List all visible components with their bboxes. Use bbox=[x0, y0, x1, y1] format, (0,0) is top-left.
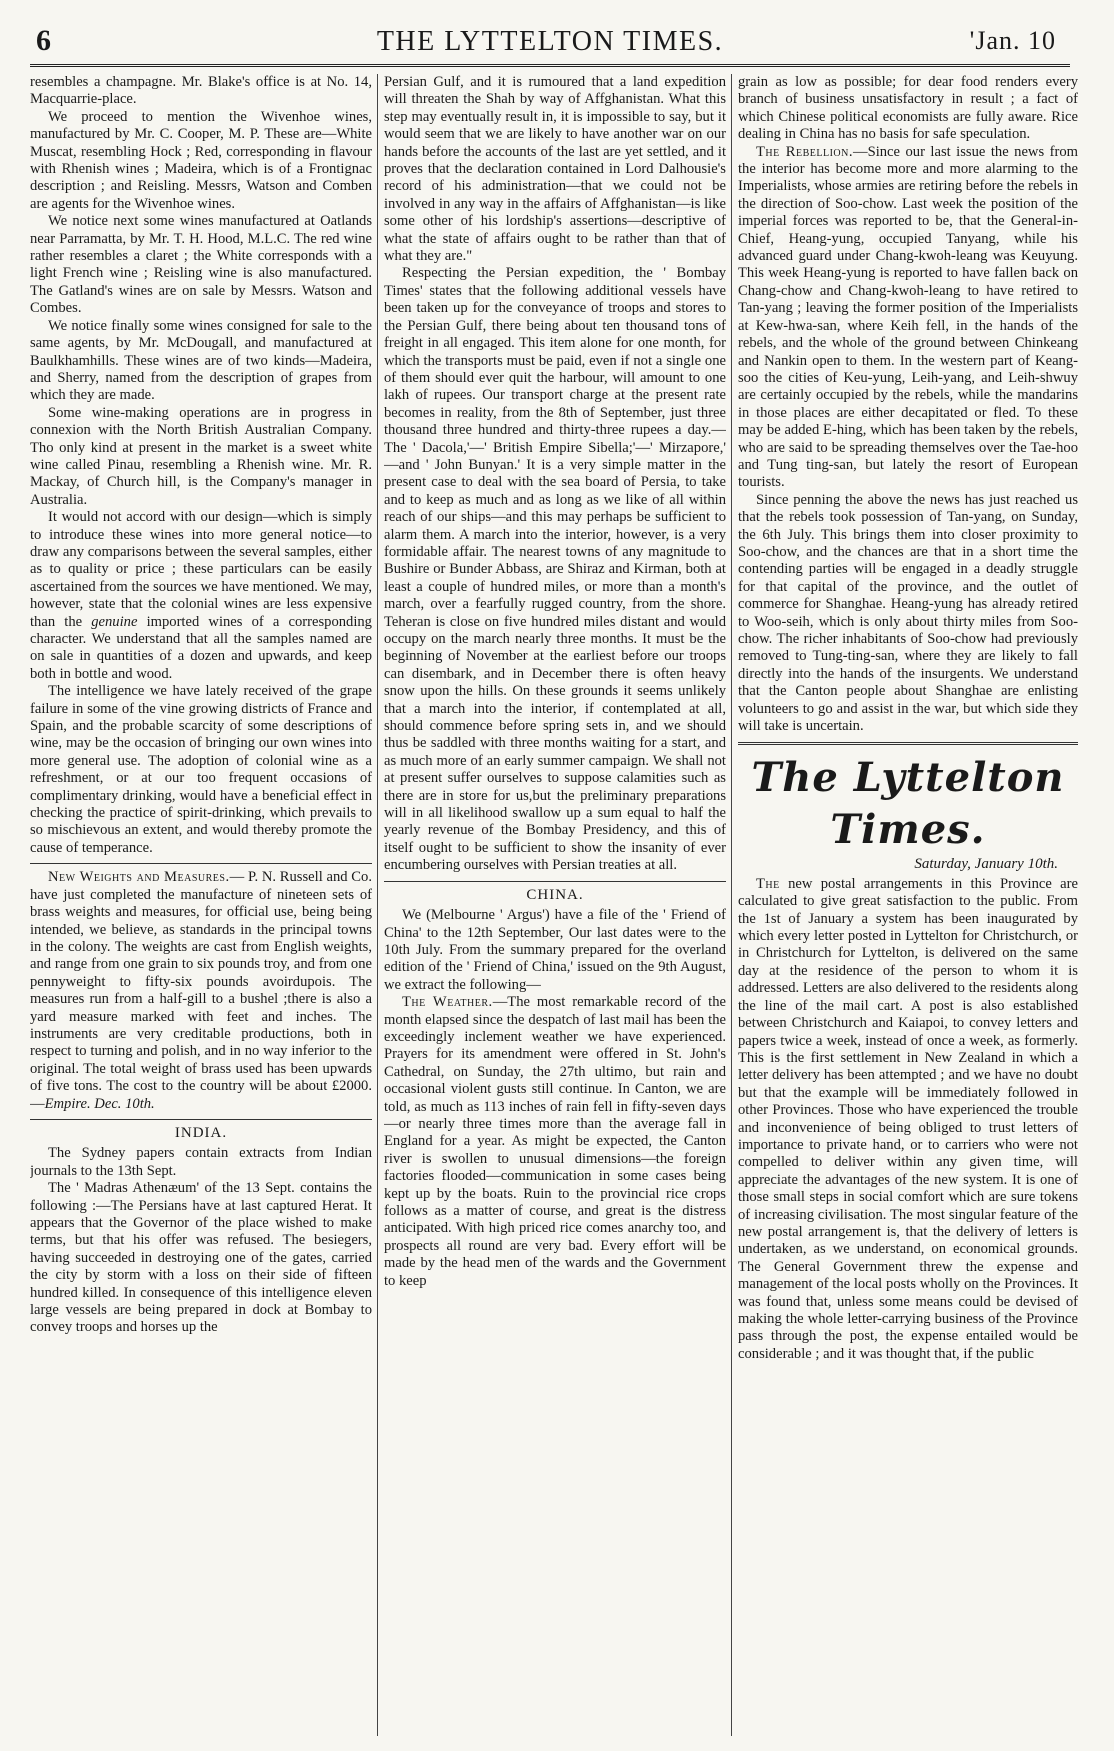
issue-date: 'Jan. 10 bbox=[969, 26, 1056, 55]
source-signature: Empire. Dec. 10th. bbox=[44, 1095, 155, 1112]
lead-word: The bbox=[756, 875, 780, 892]
text-run: imported wines of a corresponding character. We understand that all the samples named are on sale in quantities of a dozen and upwards, and keep both in bottle and wood. bbox=[30, 613, 372, 682]
editorial-dateline: Saturday, January 10th. bbox=[914, 856, 1058, 873]
paragraph: We notice next some wines manufactured at Oatlands near Parramatta, by Mr. T. H. Hood, M.L.C. The red wine rather resembles a claret ; the White corresponds with a light French wine ; Reisling wine is also manufactured. The Gatland's wines are on sale by Messrs. Watson and Combes. bbox=[30, 213, 372, 317]
paragraph: We proceed to mention the Wivenhoe wines, manufactured by Mr. C. Cooper, M. P. These are—White Muscat, resembling Hock ; Red, corresponding in flavour with Rhenish wines ; Madeira, which is of a Frontignac description ; and Reisling. Messrs, Watson and Comben are agents for the Wivenhoe wines. bbox=[30, 108, 372, 212]
masthead bbox=[30, 22, 1070, 62]
section-rule bbox=[30, 1119, 372, 1120]
newspaper-title: THE LYTTELTON TIMES. bbox=[376, 26, 724, 57]
paragraph: We (Melbourne ' Argus') have a file of the ' Friend of China' to the 12th September, Our last dates were to the 10th July. From the summary prepared for the overland edition of the ' Friend of China,' issued on the 9th August, we extract the following— bbox=[384, 907, 726, 993]
paragraph: resembles a champagne. Mr. Blake's office is at No. 14, Macquarrie-place. bbox=[30, 74, 372, 108]
text-run: — P. N. Russell and Co. have just completed the manufacture of nineteen sets of brass weights and measures, for official use, being being intended, we believe, as standards in the principal towns in the colony. The weights are cast from English weights, and range from one grain to six pounds troy, and from one pennyweight to fifty-six pounds avoirdupois. The measures run from a half-gill to a bushel ;there is also a yard measure marked with feet and inches. The instruments are very creditable productions, both in respect to turning and polish, and in no way inferior to the original. The total weight of brass used has been upwards of five tons. The cost to the country will be about £2000.— bbox=[30, 869, 372, 1112]
section-rule bbox=[384, 881, 726, 882]
paragraph: Some wine-making operations are in progress in connexion with the North British Australian Company. Tho only kind at present in the market is a sweet white wine called Pinau, resembling a Rhenish wine. Mr. R. Mackay, of Church hill, is the Company's manager in Australia. bbox=[30, 404, 372, 508]
masthead-rule bbox=[30, 64, 1070, 69]
paragraph: grain as low as possible; for dear food renders every branch of business unsatisfactory in result ; a fact of which Chinese political economists are fully aware. Rice dealing in China has no basis for safe speculation. bbox=[738, 74, 1078, 143]
text-run: new postal arrangements in this Province are calculated to give great satisfaction to the public. From the 1st of January a system has been inaugurated by which every letter posted in Lyttelton for Christchurch, or in Christchurch for Lyttelton, is delivered on the same day at the residence of the person to whom it is addressed. Letters are also delivered to the residents along the line of the mail cart. A post is also established between Christchurch and Kaiapoi, to convey letters and papers twice a week, instead of once a week, as formerly. This is the first settlement in New Zealand in which a letter delivery has been attempted ; and we have no doubt but that the example will be immediately followed in other Provinces. Those who have experienced the trouble and inconvenience of being obliged to trust letters of importance to private hand, or to carriers who were not compelled to deliver within any given time, will appreciate the advantages of the new system. It is one of those small steps in social comfort which are sure tokens of increasing civilisation. The most singular feature of the new postal arrangement is, that the delivery of letters is undertaken, as we understand, on economical grounds. The General Government threw the expense and management of the local posts wholly on the Provinces. It was found that, unless some means could be devised of making the whole letter-carrying business of the Province pass through the post, the expense entailed would be considerable ; and it was thought that, if the public bbox=[738, 875, 1078, 1362]
paragraph: Since penning the above the news has just reached us that the rebels took possession of Tan-yang, on Sunday, the 6th July. This brings them into closer proximity to Soo-chow, and the chances are that in a short time the contending parties will be engaged in a deadly struggle for that capital of the province, and the outlet of commerce for Shanghae. Heang-yung has already retired to Woo-seih, which is only about thirty miles from Soo-chow. The richer inhabitants of Soo-chow had previously removed to Tung-ting-san, where they are likely to fall directly into the hands of the insurgents. We understand that the Canton people about Shanghae are enlisting volunteers to go and assist in the war, but which side they will take is uncertain. bbox=[738, 491, 1078, 735]
page-number: 6 bbox=[36, 24, 51, 57]
column-3 bbox=[738, 74, 1078, 1734]
paragraph: We notice finally some wines consigned for sale to the same agents, by Mr. McDougall, and manufactured at Baulkhamhills. These wines are of two kinds—Madeira, and Sherry, named from the description of grapes from which they are made. bbox=[30, 317, 372, 404]
section-rule bbox=[30, 863, 372, 864]
paragraph bbox=[738, 876, 1078, 1363]
subheading-weather: The Weather. bbox=[402, 994, 493, 1011]
paragraph: The Sydney papers contain extracts from Indian journals to the 13th Sept. bbox=[30, 1145, 372, 1179]
column-2 bbox=[384, 74, 726, 1734]
emphasis: genuine bbox=[91, 613, 138, 630]
text-run: —Since our last issue the news from the interior has become more and more alarming to the Imperialists, whose armies are retiring before the rebels in the direction of Soo-chow. Last week the position of the imperial forces was reported to be, that the General-in-Chief, Heang-yung, occupied Tanyang, while his advanced guard under Chang-kwoh-leang was Keuyung. This week Heang-yung is reported to have fallen back on Chang-chow and Chang-kwoh-leang to have retired to Tan-yang ; leaving the former position of the Imperialists at Kew-hwa-san, where Keih fell, in the hands of the rebels, and the whole of the ground between Chinkeang and Nankin open to them. In the western part of Keang-soo the cities of Keu-yung, Leih-yang, and Leih-shwuy are certainly occupied by the rebels, while the mandarins in those places are either decapitated or fled. To these may be added E-hing, which has been taken by the rebels, who are said to be spreading themselves over the Tae-hoo and Tung ting-san, but lately the resort of European tourists. bbox=[738, 143, 1078, 491]
paragraph: Persian Gulf, and it is rumoured that a land expedition will threaten the Shah by way of Affghanistan. What this step may eventually result in, it is impossible to say, but it would seem that we are likely to have another war on our hands before the accounts of the last are yet settled, and it proves that the declaration contained in Lord Dalhousie's record of his administration—that we could not be involved in any way in the affairs of Affghanistan—is like some other of his lordship's assertions—descriptive of what the state of affairs ought to be rather than that of what they are." bbox=[384, 74, 726, 265]
column-1 bbox=[30, 74, 372, 1734]
subheading-rebellion: The Rebellion. bbox=[756, 143, 853, 160]
paragraph bbox=[384, 994, 726, 1290]
paragraph bbox=[30, 869, 372, 1113]
editorial-banner: The Lyttelton Times. bbox=[751, 754, 1065, 854]
paragraph bbox=[738, 144, 1078, 492]
paragraph: The intelligence we have lately received of the grape failure in some of the vine growing districts of France and Spain, and the probable scarcity of some descriptions of wine, may be the occasion of bringing our own wines into more general use. The adoption of colonial wine as a refreshment, or at our too frequent occasions of complimentary drinking, would have a beneficial effect in checking the practice of spirit-drinking, which prevails to so mischievous an extent, and would thereby promote the cause of temperance. bbox=[30, 683, 372, 856]
paragraph bbox=[30, 509, 372, 683]
subheading-weights: New Weights and Measures. bbox=[48, 869, 230, 886]
text-run: It would not accord with our design—which is simply to introduce these wines into more general notice—to draw any comparisons between the several samples, either as to quality or price ; these particulars can be easily ascertained from the sources we have mentioned. We may, however, state that the colonial wines are less expensive than the bbox=[30, 509, 372, 630]
section-head-india: INDIA. bbox=[174, 1124, 228, 1141]
section-head-china: CHINA. bbox=[526, 886, 584, 903]
paragraph: Respecting the Persian expedition, the ' Bombay Times' states that the following additional vessels have been taken up for the conveyance of troops and stores to the Persian Gulf, there being about ten thousand tons of freight in all engaged. This item alone for one month, for which the transports must be paid, even if not a single one of them should ever quit the harbour, will amount to one lakh of rupees. Our transport charge at the present rate becomes in reality, from the 8th of September, just three thousand three hundred and thirty-three rupees a day.—The ' Dacola,'—' British Empire Sibella;'—' Mirzapore,' —and ' John Bunyan.' It is a very simple matter in the present case to deal with the sea board of Persia, to take and to keep as much and as long as we like of all within reach of our ships—and this may perhaps be sufficient to alarm them. A march into the interior, however, is a very formidable affair. The nearest towns of any magnitude to Bushire or Bunder Abbass, are Shiraz and Kirman, both at least a couple of hundred miles, or more than a month's march, over a fearfully rugged country, from the shore. Teheran is close on five hundred miles distant and would occupy on the march nearly three months. It must be the beginning of November at the earliest before our troops can disembark, and in December there is often heavy snow upon the hills. On these grounds it seems unlikely that a march into the interior, if contemplated at all, should commence before spring sets in, and we should thus be saddled with three months waiting for a start, and as much more of an early summer campaign. We shall not at present suffer ourselves to suppose calamities such as there are in store for us,but the preliminary preparations will in all likelihood swallow up a sum equal to half the yearly revenue of the Bombay Presidency, and this of itself ought to be sufficient to show the insanity of ever encumbering ourselves with Persian treaties at all. bbox=[384, 265, 726, 874]
section-rule bbox=[738, 742, 1078, 746]
paragraph: The ' Madras Athenæum' of the 13 Sept. contains the following :—The Persians have at last captured Herat. It appears that the Governor of the place wished to make terms, but that his offer was refused. The besiegers, having succeeded in destroying one of the gates, carried the city by storm with a loss on their side of fifteen hundred killed. In consequence of this intelligence eleven large vessels are being prepared in dock at Bombay to convey troops and horses up the bbox=[30, 1180, 372, 1336]
column-divider bbox=[377, 74, 378, 1736]
text-run: —The most remarkable record of the month elapsed since the despatch of last mail has been the exceedingly inclement weather we have experienced. Prayers for its amendment were offered in St. John's Cathedral, on Sunday, the 27th ultimo, but rain and occasional violent gusts still continue. In Canton, we are told, as much as 113 inches of rain fell in fifty-seven days—or nearly three times more than the average fall in England for a year. As might be expected, the Canton river is swollen to unusual dimensions—the foreign factories flooded—communication in some cases being kept up by the boats. Ruin to the provincial rice crops follows as a matter of course, and great is the distress anticipated. With high priced rice comes anarchy too, and prospects all round are very bad. Every effort will be made by the head men of the wards and the Government to keep bbox=[384, 994, 726, 1289]
column-divider bbox=[731, 74, 732, 1736]
